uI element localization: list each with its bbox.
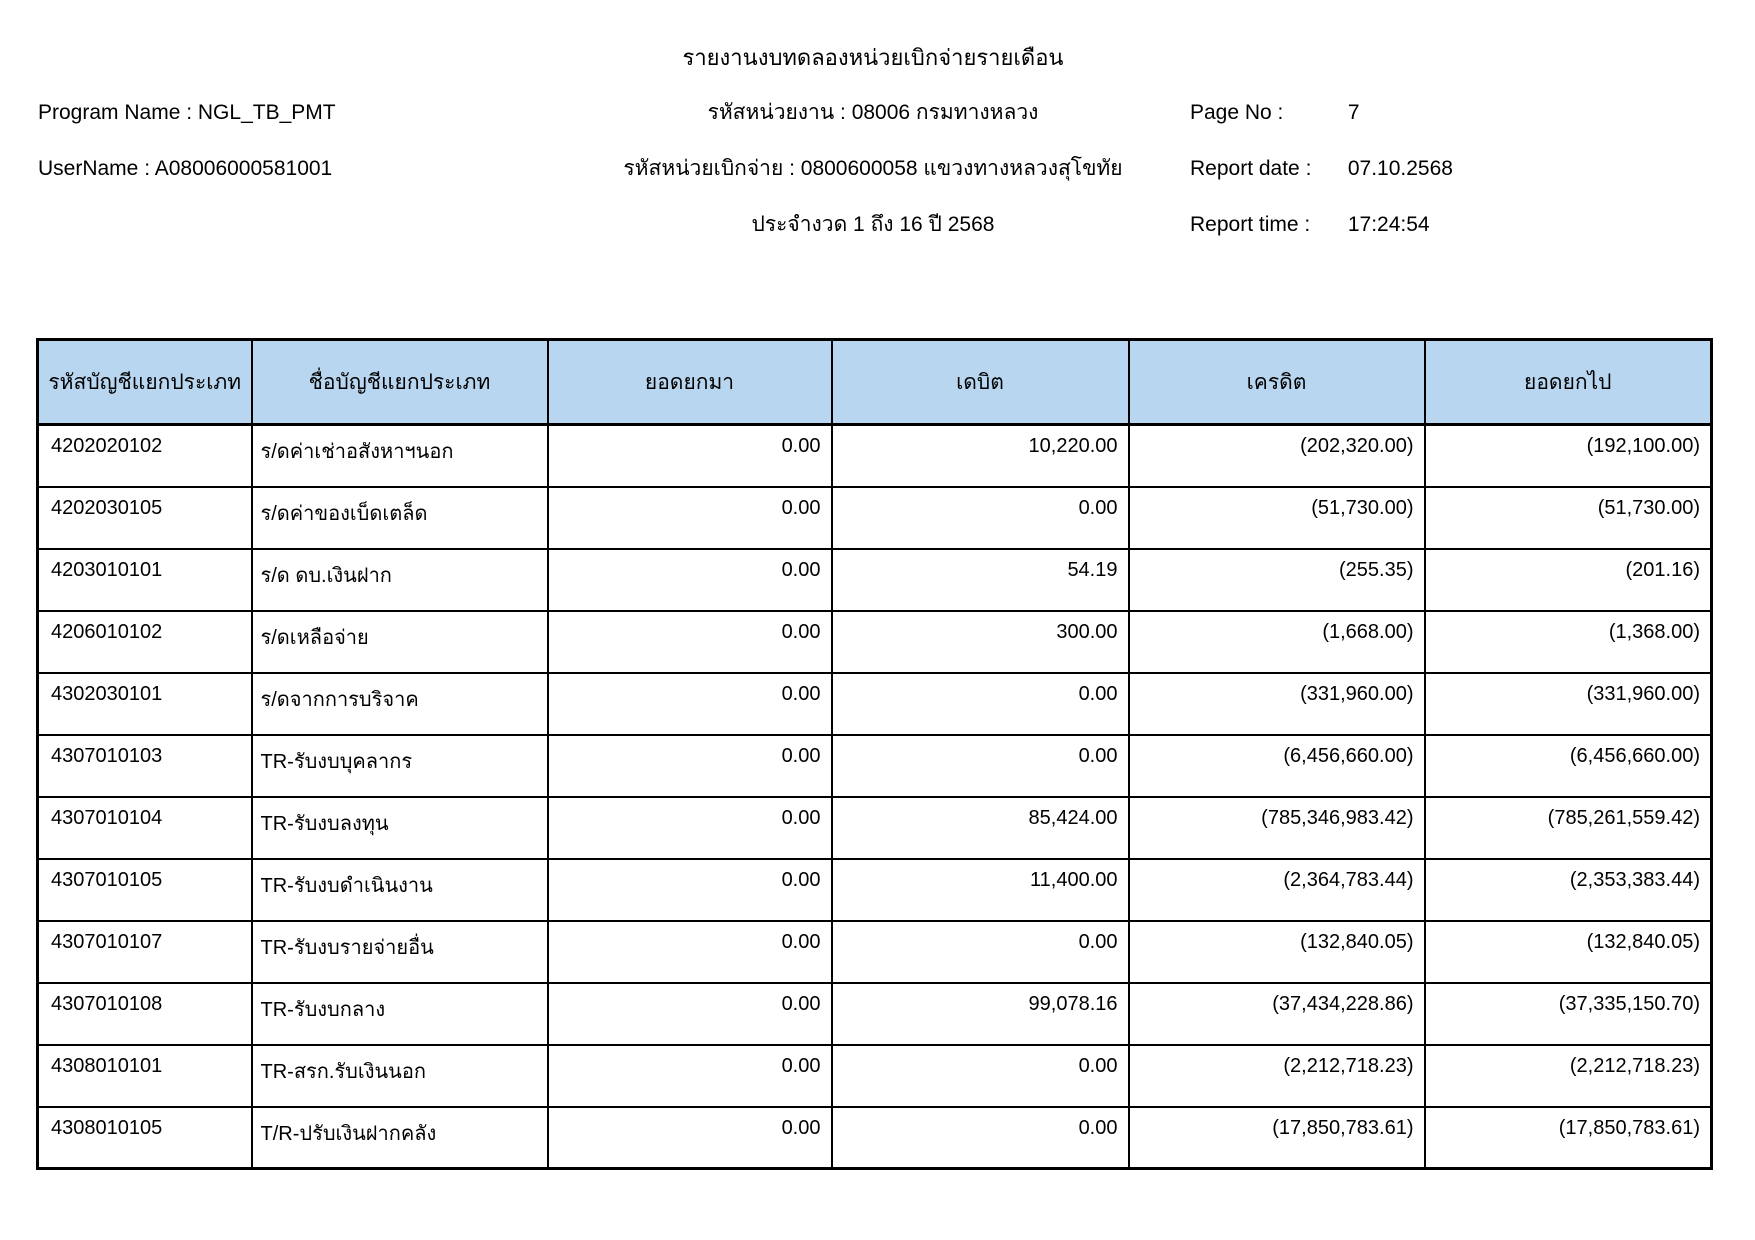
credit-cell: (51,730.00) [1129, 487, 1425, 549]
account-code-cell: 4206010102 [38, 611, 252, 673]
balance-brought-forward-cell: 0.00 [548, 425, 832, 487]
report-date-label: Report date : [1190, 157, 1312, 180]
account-name-cell: ร/ดค่าของเบ็ดเตล็ด [252, 487, 548, 549]
account-name-cell: TR-รับงบรายจ่ายอื่น [252, 921, 548, 983]
table-row [38, 1045, 1712, 1107]
program-name-label: Program Name : [38, 101, 193, 124]
balance-carried-forward-cell: (331,960.00) [1425, 673, 1712, 735]
balance-carried-forward-cell: (6,456,660.00) [1425, 735, 1712, 797]
account-name-cell: TR-รับงบดำเนินงาน [252, 859, 548, 921]
balance-carried-forward-cell: (1,368.00) [1425, 611, 1712, 673]
table-row [38, 1107, 1712, 1169]
credit-cell: (17,850,783.61) [1129, 1107, 1425, 1169]
table-row [38, 425, 1712, 487]
account-name-cell: ร/ด ดบ.เงินฝาก [252, 549, 548, 611]
balance-carried-forward-cell: (17,850,783.61) [1425, 1107, 1712, 1169]
account-code-cell: 4307010104 [38, 797, 252, 859]
debit-cell: 85,424.00 [832, 797, 1129, 859]
balance-brought-forward-cell: 0.00 [548, 1107, 832, 1169]
balance-carried-forward-cell: (2,212,718.23) [1425, 1045, 1712, 1107]
debit-cell: 54.19 [832, 549, 1129, 611]
debit-cell: 10,220.00 [832, 425, 1129, 487]
table-row [38, 487, 1712, 549]
balance-brought-forward-cell: 0.00 [548, 859, 832, 921]
debit-cell: 0.00 [832, 1045, 1129, 1107]
page-no-value: 7 [1347, 101, 1360, 124]
username-value: A08006000581001 [154, 157, 333, 180]
report-date-value: 07.10.2568 [1347, 157, 1453, 180]
report-time-value: 17:24:54 [1347, 213, 1430, 236]
balance-brought-forward-cell: 0.00 [548, 921, 832, 983]
account-name-cell: TR-รับงบบุคลากร [252, 735, 548, 797]
header-account-name: ชื่อบัญชีแยกประเภท [252, 340, 548, 425]
balance-brought-forward-cell: 0.00 [548, 1045, 832, 1107]
table-row [38, 983, 1712, 1045]
account-name-cell: T/R-ปรับเงินฝากคลัง [252, 1107, 548, 1169]
account-code-cell: 4307010108 [38, 983, 252, 1045]
balance-brought-forward-cell: 0.00 [548, 983, 832, 1045]
balance-brought-forward-cell: 0.00 [548, 735, 832, 797]
table-row [38, 859, 1712, 921]
balance-carried-forward-cell: (2,353,383.44) [1425, 859, 1712, 921]
credit-cell: (37,434,228.86) [1129, 983, 1425, 1045]
period-line: ประจำงวด 1 ถึง 16 ปี 2568 [751, 213, 995, 236]
balance-carried-forward-cell: (51,730.00) [1425, 487, 1712, 549]
debit-cell: 0.00 [832, 921, 1129, 983]
balance-brought-forward-cell: 0.00 [548, 797, 832, 859]
credit-cell: (6,456,660.00) [1129, 735, 1425, 797]
disbursing-unit-line: รหัสหน่วยเบิกจ่าย : 0800600058 แขวงทางหลวงสุโขทัย [623, 157, 1123, 180]
credit-cell: (2,364,783.44) [1129, 859, 1425, 921]
credit-cell: (331,960.00) [1129, 673, 1425, 735]
account-name-cell: TR-รับงบลงทุน [252, 797, 548, 859]
header-account-code: รหัสบัญชีแยกประเภท [38, 340, 252, 425]
balance-brought-forward-cell: 0.00 [548, 487, 832, 549]
balance-brought-forward-cell: 0.00 [548, 611, 832, 673]
credit-cell: (202,320.00) [1129, 425, 1425, 487]
header-balance-brought-forward: ยอดยกมา [548, 340, 832, 425]
credit-cell: (785,346,983.42) [1129, 797, 1425, 859]
balance-brought-forward-cell: 0.00 [548, 549, 832, 611]
balance-carried-forward-cell: (37,335,150.70) [1425, 983, 1712, 1045]
balance-carried-forward-cell: (201.16) [1425, 549, 1712, 611]
debit-cell: 0.00 [832, 735, 1129, 797]
account-code-cell: 4307010105 [38, 859, 252, 921]
account-code-cell: 4307010103 [38, 735, 252, 797]
table-header-row [38, 340, 1712, 425]
account-code-cell: 4302030101 [38, 673, 252, 735]
credit-cell: (255.35) [1129, 549, 1425, 611]
balance-carried-forward-cell: (785,261,559.42) [1425, 797, 1712, 859]
account-name-cell: TR-สรก.รับเงินนอก [252, 1045, 548, 1107]
credit-cell: (2,212,718.23) [1129, 1045, 1425, 1107]
account-code-cell: 4308010105 [38, 1107, 252, 1169]
debit-cell: 0.00 [832, 487, 1129, 549]
account-code-cell: 4202020102 [38, 425, 252, 487]
table-row [38, 735, 1712, 797]
report-title: รายงานงบทดลองหน่วยเบิกจ่ายรายเดือน [682, 45, 1064, 70]
header-balance-carried-forward: ยอดยกไป [1425, 340, 1712, 425]
table-row [38, 549, 1712, 611]
account-code-cell: 4308010101 [38, 1045, 252, 1107]
account-name-cell: ร/ดจากการบริจาค [252, 673, 548, 735]
table-row [38, 673, 1712, 735]
debit-cell: 99,078.16 [832, 983, 1129, 1045]
trial-balance-table [36, 338, 1713, 1170]
balance-carried-forward-cell: (132,840.05) [1425, 921, 1712, 983]
account-name-cell: ร/ดเหลือจ่าย [252, 611, 548, 673]
username-label: UserName : [38, 157, 151, 180]
page-no-label: Page No : [1190, 101, 1284, 124]
header-debit: เดบิต [832, 340, 1129, 425]
account-name-cell: TR-รับงบกลาง [252, 983, 548, 1045]
account-name-cell: ร/ดค่าเช่าอสังหาฯนอก [252, 425, 548, 487]
table-row [38, 797, 1712, 859]
debit-cell: 0.00 [832, 673, 1129, 735]
report-time-label: Report time : [1190, 213, 1311, 236]
debit-cell: 0.00 [832, 1107, 1129, 1169]
debit-cell: 11,400.00 [832, 859, 1129, 921]
account-code-cell: 4203010101 [38, 549, 252, 611]
agency-code-line: รหัสหน่วยงาน : 08006 กรมทางหลวง [707, 101, 1039, 124]
balance-carried-forward-cell: (192,100.00) [1425, 425, 1712, 487]
table-row [38, 611, 1712, 673]
program-name-value: NGL_TB_PMT [197, 101, 336, 124]
page-no-line [1190, 100, 1360, 126]
debit-cell: 300.00 [832, 611, 1129, 673]
table-body [38, 425, 1712, 1169]
account-code-cell: 4202030105 [38, 487, 252, 549]
balance-brought-forward-cell: 0.00 [548, 673, 832, 735]
credit-cell: (132,840.05) [1129, 921, 1425, 983]
report-date-line [1190, 156, 1453, 182]
credit-cell: (1,668.00) [1129, 611, 1425, 673]
account-code-cell: 4307010107 [38, 921, 252, 983]
report-time-line [1190, 212, 1430, 238]
header-credit: เครดิต [1129, 340, 1425, 425]
table-row [38, 921, 1712, 983]
